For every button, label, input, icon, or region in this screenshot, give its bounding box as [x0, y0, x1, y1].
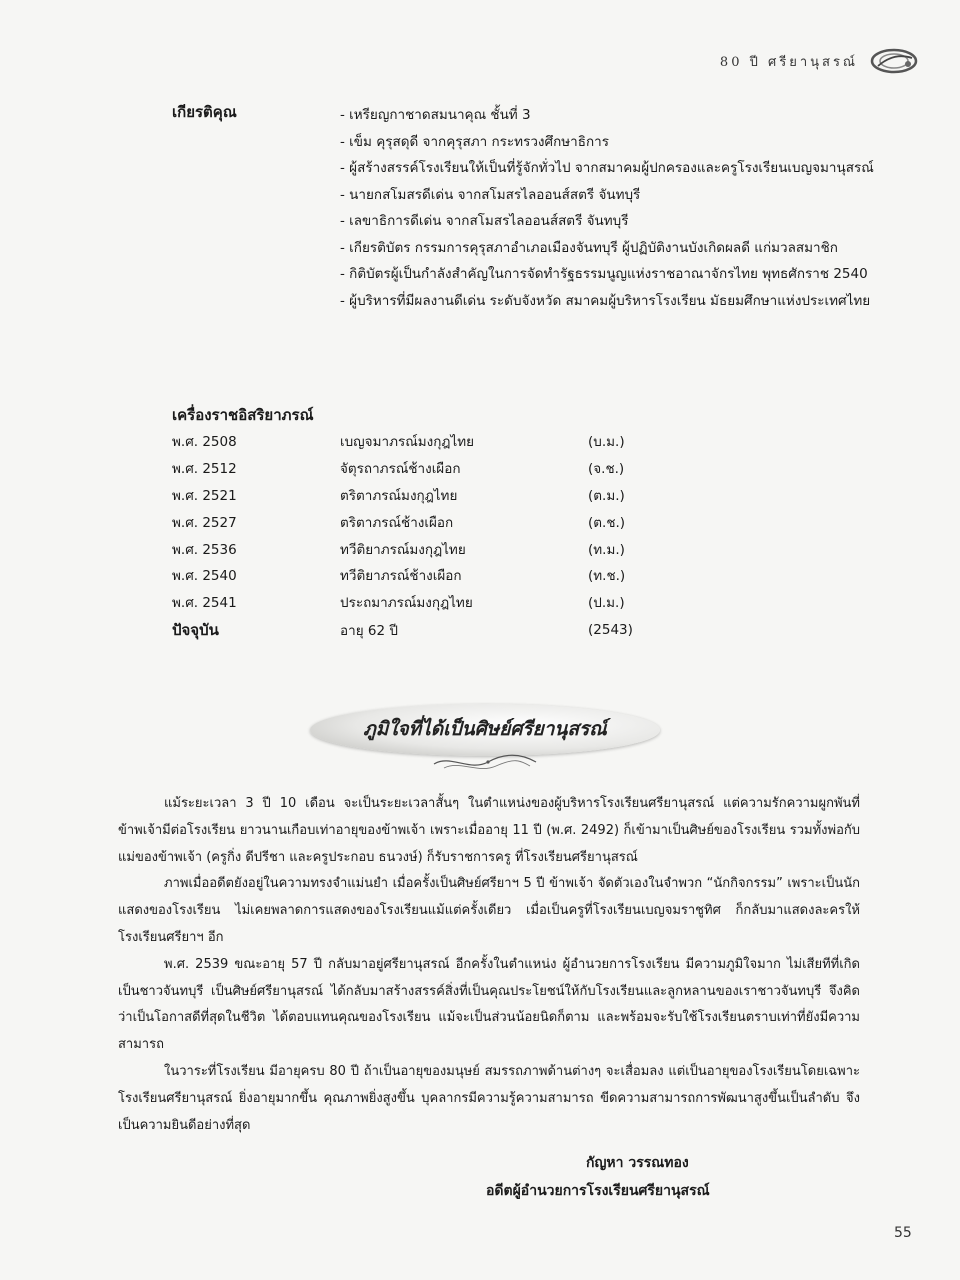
- decoration-year: พ.ศ. 2536: [172, 541, 237, 558]
- honor-item: - กิติบัตรผู้เป็นกำลังสำคัญในการจัดทำรัฐธรรมนูญแห่งราชอาณาจักรไทย พุทธศักราช 2540: [340, 261, 920, 288]
- current-label: ปัจจุบัน: [172, 620, 219, 639]
- decoration-name: ตริตาภรณ์มงกุฎไทย: [340, 487, 458, 504]
- paragraph: พ.ศ. 2539 ขณะอายุ 57 ปี กลับมาอยู่ศรียานุสรณ์ อีกครั้งในตำแหน่ง ผู้อำนวยการโรงเรียน มีความภูมิใจมาก ไม่เสียทีที่เกิดเป็นชาวจันทบุรี เป็นศิษย์ศรียานุสรณ์ ได้กลับมาสร้างสรรค์สิ่งที่เป็นคุณประโยชน์ให้กับโรงเรียนและลูกหลานของเราชาวจันทบุรี จึงคิดว่าเป็นโอกาสดีที่สุดในชีวิต ได้ตอบแทนคุณของโรงเรียน แม้จะเป็นส่วนน้อยนิดก็ตาม และพร้อมจะรับใช้โรงเรียนตราบเท่าที่ยังมีความสามารถ: [118, 956, 860, 1053]
- section-banner: [310, 700, 660, 780]
- decoration-name: ทวีติยาภรณ์มงกุฎไทย: [340, 541, 466, 558]
- decoration-year: พ.ศ. 2527: [172, 514, 237, 531]
- honor-item: - นายกสโมสรดีเด่น จากสโมสรไลออนส์สตรี จันทบุรี: [340, 182, 920, 209]
- honors-list: [340, 102, 920, 314]
- honor-item: - เลขาธิการดีเด่น จากสโมสรไลออนส์สตรี จันทบุรี: [340, 208, 920, 235]
- decoration-year: พ.ศ. 2521: [172, 487, 237, 504]
- article-body: [118, 791, 860, 1139]
- decoration-row: [172, 482, 668, 509]
- decoration-abbr: (ท.ช.): [588, 568, 626, 585]
- decorations-table: [172, 428, 668, 644]
- running-title: 80 ปี ศรียานุสรณ์: [719, 54, 858, 70]
- section-title: ภูมิใจที่ได้เป็นศิษย์ศรียานุสรณ์: [363, 718, 607, 740]
- decoration-abbr: (ต.ม.): [588, 487, 625, 504]
- decoration-name: ทวีติยาภรณ์ช้างเผือก: [340, 568, 462, 585]
- flourish-ornament-icon: [430, 750, 540, 774]
- anniversary-logo-icon: [868, 46, 920, 76]
- paragraph: ภาพเมื่ออดีตยังอยู่ในความทรงจำแม่นยำ เมื่อครั้งเป็นศิษย์ศรียาฯ 5 ปี ข้าพเจ้า จัดตัวเองในจำพวก “นักกิจกรรม” เพราะเป็นนักแสดงของโรงเรียน ไม่เคยพลาดการแสดงของโรงเรียนแม้แต่ครั้งเดียว เมื่อเป็นครูที่โรงเรียนเบญจมราชูทิศ ก็กลับมาแสดงละครให้โรงเรียนศรียาฯ อีก: [118, 876, 860, 945]
- decoration-row: [172, 428, 668, 455]
- honor-item: - เหรียญกาชาดสมนาคุณ ชั้นที่ 3: [340, 102, 920, 129]
- running-header: [720, 46, 920, 76]
- decoration-year: พ.ศ. 2512: [172, 461, 237, 478]
- current-row: [172, 616, 668, 644]
- decoration-abbr: (ท.ม.): [588, 541, 625, 558]
- decoration-abbr: (ต.ช.): [588, 514, 626, 531]
- honors-heading: เกียรติคุณ: [172, 103, 237, 121]
- paragraph: แม้ระยะเวลา 3 ปี 10 เดือน จะเป็นระยะเวลาสั้นๆ ในตำแหน่งของผู้บริหารโรงเรียนศรียานุสรณ์ แต่ความรักความผูกพันที่ข้าพเจ้ามีต่อโรงเรียน ยาวนานเกือบเท่าอายุของข้าพเจ้า เพราะเมื่ออายุ 11 ปี (พ.ศ. 2492) ก็เข้ามาเป็นศิษย์ของโรงเรียน รวมทั้งพ่อกับแม่ของข้าพเจ้า (ครูกิ่ง ดีปรีชา และครูประกอบ ธนวงษ์) ก็รับราชการครู ที่โรงเรียนศรียานุสรณ์: [118, 796, 860, 865]
- current-age: อายุ 62 ปี: [340, 622, 398, 639]
- decoration-name: จัตุรถาภรณ์ช้างเผือก: [340, 461, 461, 478]
- decoration-row: [172, 508, 668, 535]
- honor-item: - เข็ม คุรุสดุดี จากคุรุสภา กระทรวงศึกษาธิการ: [340, 129, 920, 156]
- decorations-heading: เครื่องราชอิสริยาภรณ์: [172, 406, 314, 424]
- signature-position: อดีตผู้อำนวยการโรงเรียนศรียานุสรณ์: [486, 1183, 710, 1199]
- decoration-name: เบญจมาภรณ์มงกุฎไทย: [340, 434, 475, 451]
- signature-block: [486, 1149, 710, 1205]
- decoration-row: [172, 589, 668, 616]
- decoration-year: พ.ศ. 2508: [172, 434, 237, 451]
- decoration-row: [172, 455, 668, 482]
- decoration-name: ประถมาภรณ์มงกุฎไทย: [340, 595, 473, 612]
- honor-item: - เกียรติบัตร กรรมการคุรุสภาอำเภอเมืองจันทบุรี ผู้ปฏิบัติงานบังเกิดผลดี แก่มวลสมาชิก: [340, 235, 920, 262]
- decoration-name: ตริตาภรณ์ช้างเผือก: [340, 514, 454, 531]
- decoration-year: พ.ศ. 2541: [172, 595, 237, 612]
- decoration-row: [172, 562, 668, 589]
- decoration-row: [172, 535, 668, 562]
- honor-item: - ผู้สร้างสรรค์โรงเรียนให้เป็นที่รู้จักทั่วไป จากสมาคมผู้ปกครองและครูโรงเรียนเบญจมานุสรณ์: [340, 155, 920, 182]
- current-year: (2543): [588, 621, 633, 638]
- paragraph: ในวาระที่โรงเรียน มีอายุครบ 80 ปี ถ้าเป็นอายุของมนุษย์ สมรรถภาพด้านต่างๆ จะเสื่อมลง แต่เป็นอายุของโรงเรียนโดยเฉพาะโรงเรียนศรียานุสรณ์ ยิ่งอายุมากขึ้น คุณภาพยิ่งสูงขึ้น บุคลากรมีความรู้ความสามารถ ขีดความสามารถการพัฒนาสูงขึ้นเป็นลำดับ จึงเป็นความยินดีอย่างที่สุด: [118, 1063, 860, 1133]
- decoration-year: พ.ศ. 2540: [172, 568, 237, 585]
- decoration-abbr: (ป.ม.): [588, 595, 625, 612]
- signature-name: กัญหา วรรณทอง: [586, 1155, 689, 1171]
- decoration-abbr: (จ.ช.): [588, 461, 625, 478]
- page-number: 55: [894, 1225, 912, 1241]
- honor-item: - ผู้บริหารที่มีผลงานดีเด่น ระดับจังหวัด สมาคมผู้บริหารโรงเรียน มัธยมศึกษาแห่งประเทศไทย: [340, 288, 920, 315]
- decoration-abbr: (บ.ม.): [588, 434, 625, 451]
